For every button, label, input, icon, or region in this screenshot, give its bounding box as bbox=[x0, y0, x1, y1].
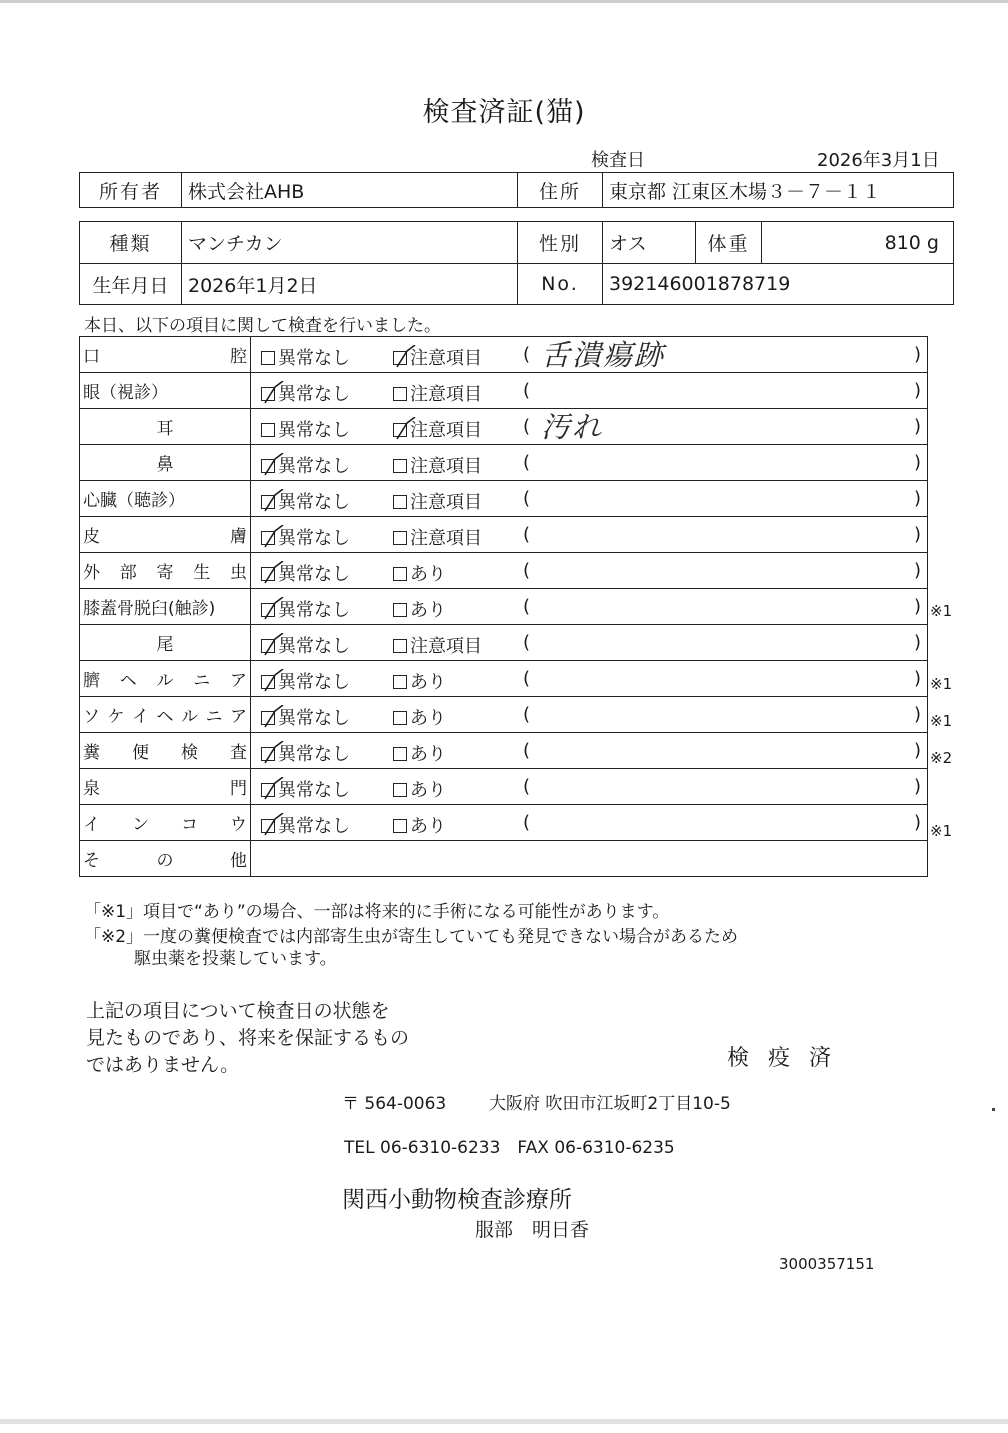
option-normal[interactable] bbox=[261, 344, 350, 370]
checkbox-attention[interactable] bbox=[393, 639, 407, 653]
checkbox-attention[interactable] bbox=[393, 747, 407, 761]
option-normal[interactable] bbox=[261, 596, 350, 622]
inspection-row bbox=[80, 733, 928, 769]
paren-close: ) bbox=[913, 560, 921, 581]
item-name-char: 寄 bbox=[156, 563, 174, 583]
item-name-text bbox=[83, 522, 247, 547]
checkbox-attention[interactable] bbox=[393, 603, 407, 617]
item-name-text bbox=[83, 846, 247, 871]
inspection-item-name bbox=[80, 553, 251, 589]
inspection-item-name bbox=[80, 769, 251, 805]
paren-close: ) bbox=[913, 776, 921, 797]
inspection-item-name bbox=[80, 805, 251, 841]
exam-date-label: 検査日 bbox=[591, 150, 645, 171]
option-normal-label: 異常なし bbox=[278, 744, 350, 765]
paren-open: ( bbox=[523, 416, 531, 437]
inspection-options bbox=[251, 517, 928, 553]
inspection-row bbox=[80, 409, 928, 445]
item-name-text: 膝蓋骨脱臼(触診) bbox=[83, 599, 216, 619]
option-attention-label: 注意項目 bbox=[410, 636, 482, 657]
item-name-text: 心臓（聴診） bbox=[83, 491, 185, 511]
item-name-char: ア bbox=[230, 671, 247, 691]
option-normal[interactable] bbox=[261, 668, 350, 694]
inspection-row bbox=[80, 769, 928, 805]
option-normal-label: 異常なし bbox=[278, 780, 350, 801]
option-attention-label: あり bbox=[410, 564, 446, 585]
item-name-char: ニ bbox=[193, 671, 211, 691]
option-normal[interactable] bbox=[261, 812, 350, 838]
item-name-char: 検 bbox=[181, 743, 198, 763]
inspection-options bbox=[251, 409, 928, 445]
inspection-row bbox=[80, 481, 928, 517]
inspection-options bbox=[251, 445, 928, 481]
paren-open: ( bbox=[523, 524, 531, 545]
paren-open: ( bbox=[523, 488, 531, 509]
item-name-text bbox=[83, 702, 247, 727]
checkbox-normal[interactable] bbox=[261, 603, 275, 617]
inspection-row bbox=[80, 661, 928, 697]
item-name-char: ウ bbox=[230, 815, 247, 835]
handwritten-note: 舌潰瘍跡 bbox=[541, 338, 666, 372]
checkbox-normal[interactable] bbox=[261, 459, 275, 473]
item-name-text bbox=[83, 342, 247, 367]
paren-close: ) bbox=[913, 380, 921, 401]
inspector-name: 服部 明日香 bbox=[475, 1219, 590, 1241]
sex-label: 性別 bbox=[518, 222, 603, 264]
checkbox-normal[interactable] bbox=[261, 675, 275, 689]
item-name-char: イ bbox=[83, 815, 100, 835]
checkbox-normal[interactable] bbox=[261, 639, 275, 653]
checkbox-normal[interactable] bbox=[261, 531, 275, 545]
paren-open: ( bbox=[523, 560, 531, 581]
checkbox-attention[interactable] bbox=[393, 459, 407, 473]
item-name-char: ヘ bbox=[156, 707, 174, 727]
paren-open: ( bbox=[523, 740, 531, 761]
item-name-char: 外 bbox=[83, 563, 100, 583]
item-name-char: 泉 bbox=[83, 779, 100, 799]
inspection-options bbox=[251, 337, 928, 373]
paren-open: ( bbox=[523, 812, 531, 833]
paren-open: ( bbox=[523, 632, 531, 653]
exam-date-value: 2026年3月1日 bbox=[817, 150, 940, 171]
option-normal[interactable] bbox=[261, 704, 350, 730]
inspection-options bbox=[251, 733, 928, 769]
checkbox-attention[interactable] bbox=[393, 351, 407, 365]
option-normal-label: 異常なし bbox=[278, 492, 350, 513]
checkbox-normal[interactable] bbox=[261, 747, 275, 761]
option-normal[interactable] bbox=[261, 452, 350, 478]
inspection-item-name bbox=[80, 409, 251, 445]
footnote-1: 「※1」項目で“あり”の場合、一部は将来的に手術になる可能性があります。 bbox=[84, 902, 670, 922]
inspection-options bbox=[251, 625, 928, 661]
owner-value: 株式会社AHB bbox=[182, 173, 518, 208]
checkbox-normal[interactable] bbox=[261, 567, 275, 581]
footnote-reference: ※2 bbox=[930, 748, 953, 767]
item-name-char: 腔 bbox=[230, 347, 247, 367]
option-normal[interactable] bbox=[261, 488, 350, 514]
scan-edge-bottom bbox=[0, 1419, 1008, 1424]
item-name-char: ン bbox=[132, 815, 149, 835]
paren-close: ) bbox=[913, 344, 921, 365]
breed-value: マンチカン bbox=[182, 222, 518, 264]
inspection-table bbox=[79, 336, 928, 877]
item-name-char: 部 bbox=[119, 563, 137, 583]
inspection-item-name bbox=[80, 661, 251, 697]
item-name-char: ル bbox=[156, 671, 174, 691]
checkbox-attention[interactable] bbox=[393, 387, 407, 401]
checkbox-attention[interactable] bbox=[393, 783, 407, 797]
option-normal-label: 異常なし bbox=[278, 636, 350, 657]
checkbox-normal[interactable] bbox=[261, 351, 275, 365]
checkbox-normal[interactable] bbox=[261, 711, 275, 725]
sex-value: オス bbox=[603, 222, 696, 264]
checkbox-normal[interactable] bbox=[261, 819, 275, 833]
footnote-2-continued: 駆虫薬を投薬しています。 bbox=[134, 949, 337, 969]
item-name-text: 眼（視診） bbox=[83, 383, 168, 403]
item-name-char: 臍 bbox=[83, 671, 100, 691]
inspection-row bbox=[80, 337, 928, 373]
footnote-reference: ※1 bbox=[930, 821, 953, 840]
option-attention[interactable] bbox=[393, 452, 482, 478]
option-normal-label: 異常なし bbox=[278, 384, 350, 405]
item-name-char: ソ bbox=[83, 707, 100, 727]
option-attention-label: あり bbox=[410, 600, 446, 621]
inspection-options bbox=[251, 805, 928, 841]
option-attention[interactable] bbox=[393, 380, 482, 406]
item-name-char: ア bbox=[230, 707, 247, 727]
item-name-char: コ bbox=[181, 815, 198, 835]
paren-open: ( bbox=[523, 380, 531, 401]
item-name-char: イ bbox=[132, 707, 149, 727]
footnote-2: 「※2」一度の糞便検査では内部寄生虫が寄生していても発見できない場合があるため bbox=[84, 927, 739, 947]
item-name-char: 生 bbox=[193, 563, 211, 583]
clinic-address: 大阪府 吹田市江坂町2丁目10-5 bbox=[489, 1094, 731, 1114]
inspection-row bbox=[80, 517, 928, 553]
inspection-row bbox=[80, 841, 928, 877]
inspection-item-name bbox=[80, 445, 251, 481]
item-name-char: ヘ bbox=[119, 671, 137, 691]
no-value: 392146001878719 bbox=[603, 264, 954, 305]
checkbox-attention[interactable] bbox=[393, 567, 407, 581]
inspection-item-name bbox=[80, 589, 251, 625]
item-name-char: 虫 bbox=[230, 563, 247, 583]
option-normal-label: 異常なし bbox=[278, 348, 350, 369]
paren-close: ) bbox=[913, 740, 921, 761]
option-attention[interactable] bbox=[393, 416, 482, 442]
item-name-text bbox=[83, 774, 247, 799]
option-normal[interactable] bbox=[261, 632, 350, 658]
checkbox-attention[interactable] bbox=[393, 531, 407, 545]
option-attention[interactable] bbox=[393, 596, 446, 622]
option-attention[interactable] bbox=[393, 560, 446, 586]
footnote-reference: ※1 bbox=[930, 675, 953, 694]
statement-line-2: 見たものであり、将来を保証するもの bbox=[86, 1027, 410, 1049]
option-attention-label: あり bbox=[410, 780, 446, 801]
option-attention-label: あり bbox=[410, 708, 446, 729]
item-name-text bbox=[83, 666, 247, 691]
paren-close: ) bbox=[913, 416, 921, 437]
address-value: 東京都 江東区木場３－７－１１ bbox=[603, 173, 954, 208]
paren-close: ) bbox=[913, 704, 921, 725]
weight-label: 体重 bbox=[696, 222, 762, 264]
item-name-char: 査 bbox=[230, 743, 247, 763]
paren-open: ( bbox=[523, 776, 531, 797]
paren-close: ) bbox=[913, 524, 921, 545]
paren-open: ( bbox=[523, 704, 531, 725]
inspection-row bbox=[80, 553, 928, 589]
item-name-char: 糞 bbox=[83, 743, 100, 763]
birth-label: 生年月日 bbox=[80, 264, 182, 305]
paren-close: ) bbox=[913, 596, 921, 617]
option-attention-label: 注意項目 bbox=[410, 528, 482, 549]
no-label: No. bbox=[518, 264, 603, 305]
option-attention-label: 注意項目 bbox=[410, 492, 482, 513]
inspection-item-name bbox=[80, 337, 251, 373]
item-name-char: ケ bbox=[107, 707, 125, 727]
paren-open: ( bbox=[523, 668, 531, 689]
option-attention-label: 注意項目 bbox=[410, 348, 482, 369]
inspection-row bbox=[80, 697, 928, 733]
weight-value: 810 g bbox=[762, 222, 954, 264]
inspection-item-name bbox=[80, 625, 251, 661]
item-name-char: 他 bbox=[230, 851, 247, 871]
option-normal-label: 異常なし bbox=[278, 528, 350, 549]
footnote-reference: ※1 bbox=[930, 602, 953, 621]
paren-close: ) bbox=[913, 812, 921, 833]
option-attention[interactable] bbox=[393, 740, 446, 766]
inspection-item-name bbox=[80, 733, 251, 769]
clinic-phone: TEL 06-6310-6233 FAX 06-6310-6235 bbox=[344, 1138, 675, 1158]
option-normal[interactable] bbox=[261, 416, 350, 442]
breed-label: 種類 bbox=[80, 222, 182, 264]
checkbox-attention[interactable] bbox=[393, 423, 407, 437]
inspected-stamp-text: 検 疫 済 bbox=[727, 1046, 837, 1071]
paren-open: ( bbox=[523, 596, 531, 617]
inspection-options bbox=[251, 373, 928, 409]
option-attention[interactable] bbox=[393, 812, 446, 838]
inspection-options bbox=[251, 841, 928, 877]
inspection-options bbox=[251, 661, 928, 697]
checkbox-attention[interactable] bbox=[393, 819, 407, 833]
item-name-char: そ bbox=[83, 851, 100, 871]
owner-label: 所有者 bbox=[80, 173, 182, 208]
option-normal[interactable] bbox=[261, 560, 350, 586]
statement-line-3: ではありません。 bbox=[86, 1054, 240, 1076]
option-attention[interactable] bbox=[393, 344, 482, 370]
inspection-options bbox=[251, 553, 928, 589]
paren-open: ( bbox=[523, 452, 531, 473]
inspection-row bbox=[80, 589, 928, 625]
paren-close: ) bbox=[913, 452, 921, 473]
option-normal-label: 異常なし bbox=[278, 816, 350, 837]
item-name-char: 便 bbox=[132, 743, 149, 763]
option-attention-label: 注意項目 bbox=[410, 384, 482, 405]
checkbox-normal[interactable] bbox=[261, 495, 275, 509]
inspection-item-name bbox=[80, 697, 251, 733]
checkbox-normal[interactable] bbox=[261, 783, 275, 797]
owner-table bbox=[79, 172, 954, 208]
item-name-char: 皮 bbox=[83, 527, 100, 547]
inspection-row bbox=[80, 625, 928, 661]
paren-close: ) bbox=[913, 668, 921, 689]
animal-table bbox=[79, 221, 954, 305]
scan-edge-top bbox=[0, 0, 1008, 3]
option-attention-label: 注意項目 bbox=[410, 456, 482, 477]
intro-text: 本日、以下の項目に関して検査を行いました。 bbox=[84, 316, 441, 336]
item-name-text bbox=[83, 558, 247, 583]
item-name-char: ニ bbox=[205, 707, 223, 727]
clinic-name: 関西小動物検査診療所 bbox=[342, 1187, 572, 1213]
option-attention-label: あり bbox=[410, 744, 446, 765]
option-normal[interactable] bbox=[261, 380, 350, 406]
inspection-options bbox=[251, 697, 928, 733]
checkbox-normal[interactable] bbox=[261, 387, 275, 401]
birth-value: 2026年1月2日 bbox=[182, 264, 518, 305]
inspection-item-name bbox=[80, 517, 251, 553]
inspection-item-name bbox=[80, 373, 251, 409]
option-attention[interactable] bbox=[393, 668, 446, 694]
item-name-text: 尾 bbox=[156, 635, 174, 655]
option-attention[interactable] bbox=[393, 524, 482, 550]
footnote-reference: ※1 bbox=[930, 712, 953, 730]
item-name-text bbox=[83, 810, 247, 835]
checkbox-attention[interactable] bbox=[393, 675, 407, 689]
inspection-options bbox=[251, 481, 928, 517]
option-attention-label: あり bbox=[410, 816, 446, 837]
option-normal[interactable] bbox=[261, 740, 350, 766]
option-attention-label: あり bbox=[410, 672, 446, 693]
option-normal[interactable] bbox=[261, 776, 350, 802]
inspection-item-name bbox=[80, 841, 251, 877]
option-normal-label: 異常なし bbox=[278, 672, 350, 693]
scan-speck bbox=[992, 1108, 995, 1111]
document-title: 検査済証(猫) bbox=[422, 97, 586, 128]
option-normal[interactable] bbox=[261, 524, 350, 550]
item-name-text: 鼻 bbox=[156, 455, 174, 475]
item-name-char: 膚 bbox=[230, 527, 247, 547]
checkbox-attention[interactable] bbox=[393, 711, 407, 725]
checkbox-attention[interactable] bbox=[393, 495, 407, 509]
option-normal-label: 異常なし bbox=[278, 600, 350, 621]
option-attention[interactable] bbox=[393, 488, 482, 514]
inspection-options bbox=[251, 589, 928, 625]
inspection-item-name bbox=[80, 481, 251, 517]
item-name-char: の bbox=[156, 851, 174, 871]
option-attention[interactable] bbox=[393, 632, 482, 658]
option-normal-label: 異常なし bbox=[278, 420, 350, 441]
statement-line-1: 上記の項目について検査日の状態を bbox=[86, 1000, 390, 1022]
option-normal-label: 異常なし bbox=[278, 456, 350, 477]
item-name-text: 耳 bbox=[156, 419, 174, 439]
option-attention[interactable] bbox=[393, 704, 446, 730]
option-normal-label: 異常なし bbox=[278, 564, 350, 585]
paren-close: ) bbox=[913, 632, 921, 653]
inspection-row bbox=[80, 805, 928, 841]
item-name-char: 門 bbox=[230, 779, 247, 799]
inspection-options bbox=[251, 769, 928, 805]
paren-open: ( bbox=[523, 344, 531, 365]
paren-close: ) bbox=[913, 488, 921, 509]
address-label: 住所 bbox=[518, 173, 603, 208]
checkbox-normal[interactable] bbox=[261, 423, 275, 437]
postal-code: 〒 564-0063 bbox=[342, 1094, 447, 1114]
option-attention-label: 注意項目 bbox=[410, 420, 482, 441]
option-attention[interactable] bbox=[393, 776, 446, 802]
document-number: 3000357151 bbox=[779, 1255, 875, 1273]
inspection-row bbox=[80, 445, 928, 481]
option-normal-label: 異常なし bbox=[278, 708, 350, 729]
handwritten-note: 汚れ bbox=[541, 410, 604, 444]
item-name-char: 口 bbox=[83, 347, 100, 367]
inspection-row bbox=[80, 373, 928, 409]
item-name-char: ル bbox=[181, 707, 198, 727]
item-name-text bbox=[83, 738, 247, 763]
